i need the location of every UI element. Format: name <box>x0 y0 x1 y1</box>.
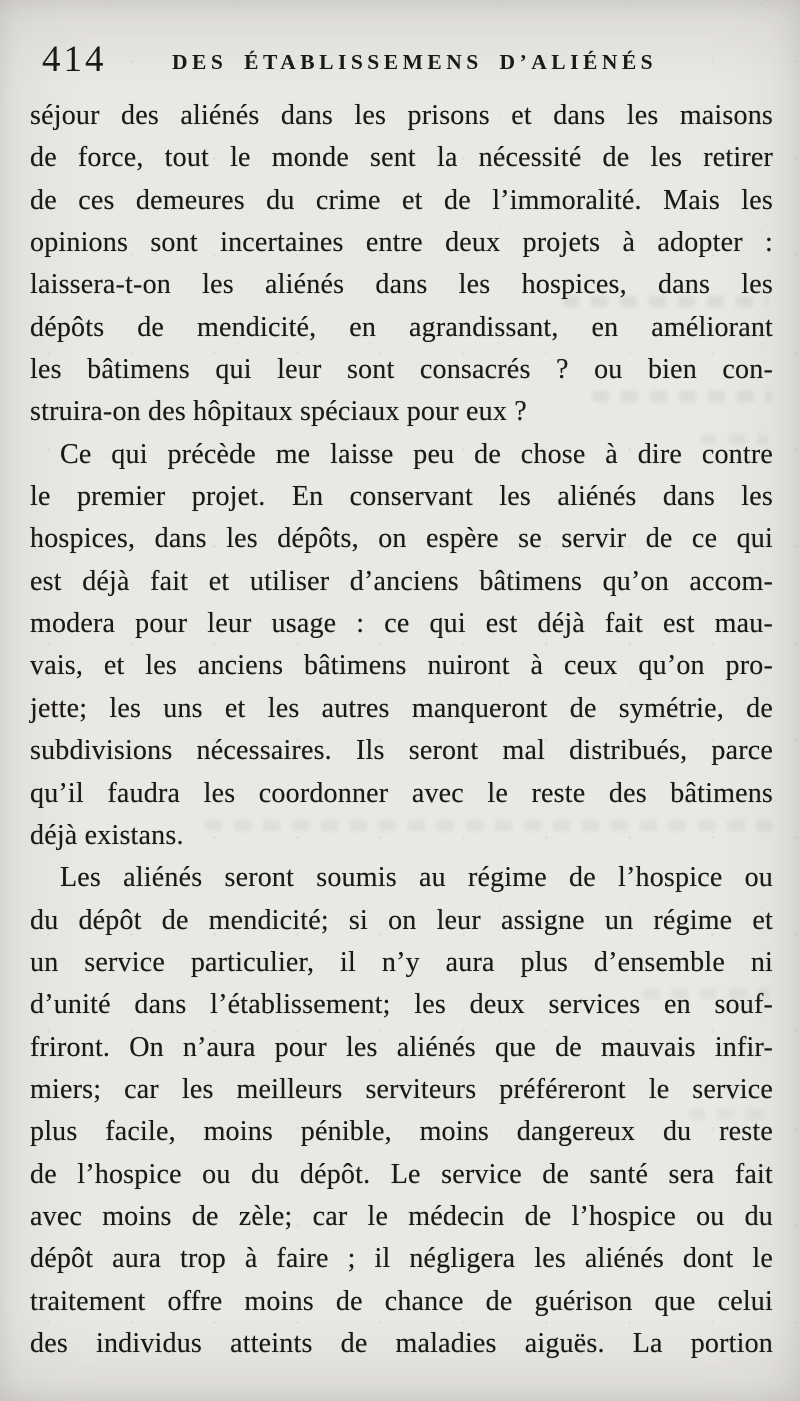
text-line: de ces demeures du crime et de l’immoralité. Mais les <box>30 184 773 216</box>
text-line: jette; les uns et les autres manqueront de symétrie, de <box>30 692 773 724</box>
text-line: hospices, dans les dépôts, on espère se servir de ce qui <box>30 523 773 555</box>
text-line: est déjà fait et utiliser d’anciens bâtimens qu’on accom- <box>30 565 773 597</box>
text-line: Ce qui précède me laisse peu de chose à dire contre <box>60 438 773 470</box>
text-line: avec moins de zèle; car le médecin de l’hospice ou du <box>30 1200 773 1232</box>
text-line: le premier projet. En conservant les aliénés dans les <box>30 481 773 513</box>
text-line: séjour des aliénés dans les prisons et dans les maisons <box>30 100 773 131</box>
text-line: d’unité dans l’établissement; les deux services en souf- <box>30 989 773 1021</box>
page-number: 414 <box>42 39 107 80</box>
page-header <box>0 0 800 96</box>
text-line: modera pour leur usage : ce qui est déjà fait est mau- <box>30 608 773 640</box>
text-line: les bâtimens qui leur sont consacrés ? ou bien con- <box>30 354 773 386</box>
text-line: friront. On n’aura pour les aliénés que de mauvais infir- <box>30 1031 773 1063</box>
text-line: miers; car les meilleurs serviteurs préféreront le service <box>30 1073 773 1105</box>
text-line: du dépôt de mendicité; si on leur assigne un régime et <box>30 904 773 936</box>
text-line: dépôts de mendicité, en agrandissant, en améliorant <box>30 311 773 343</box>
text-line: dépôt aura trop à faire ; il négligera les aliénés dont le <box>30 1243 773 1275</box>
text-body <box>30 95 773 1365</box>
text-line: laissera-t-on les aliénés dans les hospices, dans les <box>30 269 773 301</box>
text-line: qu’il faudra les coordonner avec le reste des bâtimens <box>30 777 773 809</box>
text-line: Les aliénés seront soumis au régime de l’hospice ou <box>60 862 773 894</box>
text-line: de l’hospice ou du dépôt. Le service de santé sera fait <box>30 1158 773 1190</box>
text-line: de force, tout le monde sent la nécessité de les retirer <box>30 142 773 174</box>
text-line: subdivisions nécessaires. Ils seront mal distribués, parce <box>30 735 773 767</box>
text-line: des individus atteints de maladies aiguës. La portion <box>30 1327 773 1359</box>
running-title: DES ÉTABLISSEMENS D’ALIÉNÉS <box>171 50 658 74</box>
text-line: traitement offre moins de chance de guérison que celui <box>30 1285 773 1317</box>
text-line: déjà existans. <box>30 819 184 851</box>
text-line: struira-on des hôpitaux spéciaux pour eux ? <box>30 396 527 428</box>
text-line: vais, et les anciens bâtimens nuiront à ceux qu’on pro- <box>30 650 773 682</box>
text-line: plus facile, moins pénible, moins dangereux du reste <box>30 1116 773 1148</box>
text-line: un service particulier, il n’y aura plus d’ensemble ni <box>30 946 773 978</box>
text-line: opinions sont incertaines entre deux projets à adopter : <box>30 227 773 259</box>
